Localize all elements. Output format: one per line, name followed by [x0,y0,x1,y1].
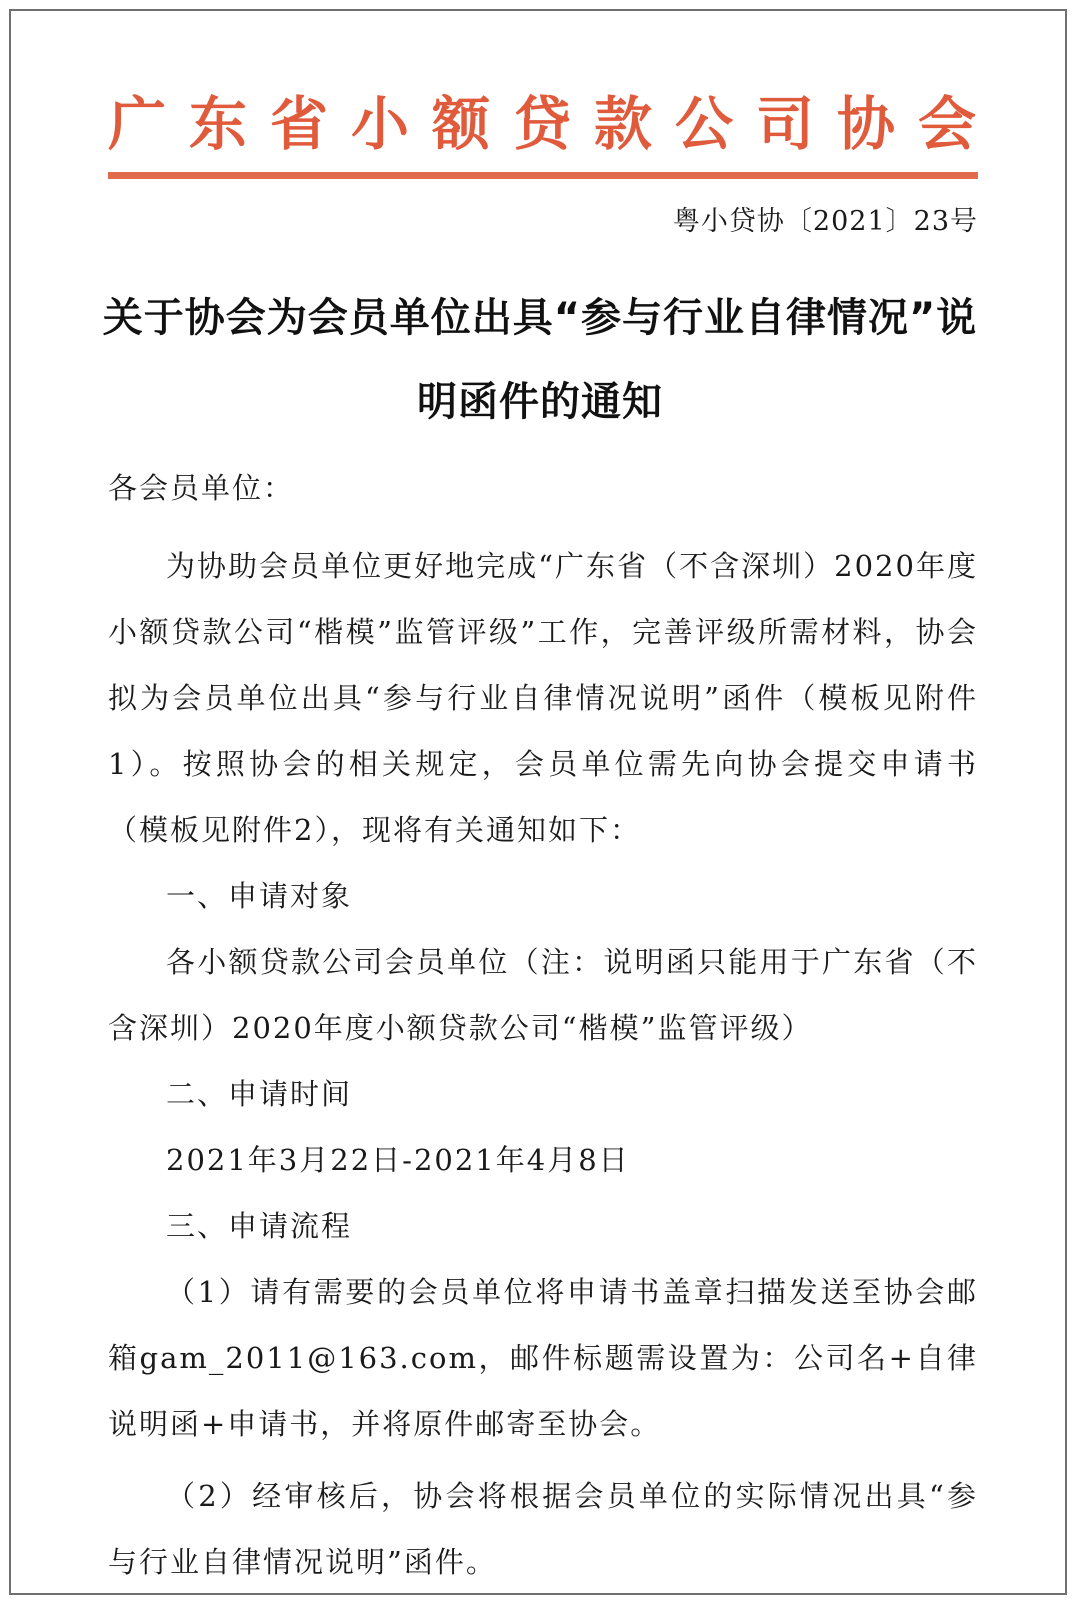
section-content-applicants: 各小额贷款公司会员单位（注：说明函只能用于广东省（不含深圳）2020年度小额贷款公司“楷模”监管评级） [108,945,978,1045]
section-heading-period: 二、申请时间 [166,1077,353,1111]
document-number: 粤小贷协〔2021〕23号 [672,206,978,237]
salutation: 各会员单位： [108,471,295,505]
notice-body [108,533,978,1595]
organization-letterhead: 广东省小额贷款公司协会 [108,90,978,158]
section-heading-applicants: 一、申请对象 [166,879,353,913]
section-content-period: 2021年3月22日-2021年4月8日 [166,1143,630,1177]
process-step-2: （2）经审核后，协会将根据会员单位的实际情况出具“参与行业自律情况说明”函件。 [108,1479,978,1579]
letterhead-rule [108,172,978,179]
notice-title: 关于协会为会员单位出具“参与行业自律情况”说明函件的通知 [102,295,978,425]
intro-paragraph: 为协助会员单位更好地完成“广东省（不含深圳）2020年度小额贷款公司“楷模”监管评级”工作，完善评级所需材料，协会拟为会员单位出具“参与行业自律情况说明”函件（模板见附件1）。按照协会的相关规定，会员单位需先向协会提交申请书（模板见附件2），现将有关通知如下： [108,549,978,847]
section-heading-process: 三、申请流程 [166,1209,353,1243]
process-step-1: （1）请有需要的会员单位将申请书盖章扫描发送至协会邮箱gam_2011@163.com，邮件标题需设置为：公司名+自律说明函+申请书，并将原件邮寄至协会。 [108,1275,978,1441]
